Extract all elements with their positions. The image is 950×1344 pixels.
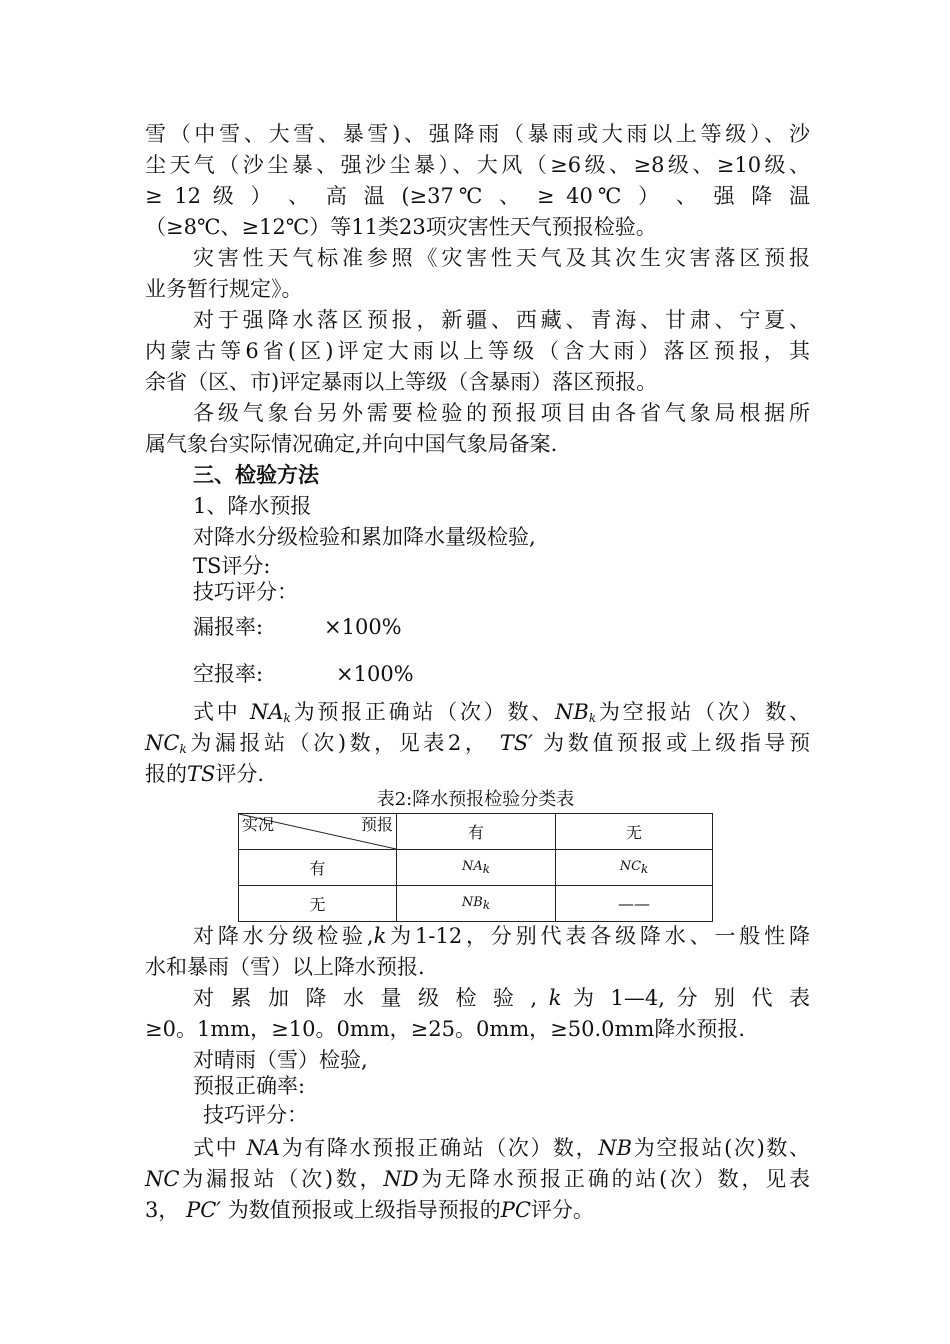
- text-line: [193, 921, 810, 951]
- text: 对 累 加 降 水 量 级 检 验 ,: [193, 986, 538, 1010]
- false-rate-label: 空报率:: [193, 662, 264, 686]
- text: 3，: [145, 1198, 180, 1222]
- col-header-yes: 有: [397, 814, 556, 850]
- var-na: NA: [250, 700, 284, 724]
- accuracy-label: 预报正确率:: [193, 1074, 306, 1098]
- cell-nc: [556, 850, 713, 886]
- var-pc: PC: [500, 1198, 531, 1222]
- var-nc: NC: [145, 1167, 180, 1191]
- text-line: [193, 983, 810, 1013]
- explain-line: [145, 1195, 810, 1225]
- subscript-k: k: [482, 862, 491, 876]
- text: 为漏报站（次)数，: [179, 1167, 384, 1191]
- text: 评分。: [530, 1198, 594, 1222]
- var-nb: NB: [555, 700, 589, 724]
- text-line: 各级气象台另外需要检验的预报项目由各省气象局根据所: [193, 401, 810, 425]
- classification-table: [238, 813, 713, 922]
- text: 报的: [145, 762, 187, 786]
- diagonal-header-cell: [239, 814, 397, 850]
- var-pc-prime: PC′: [186, 1198, 222, 1222]
- text: 对降水分级检验,: [193, 924, 374, 948]
- subscript-k: k: [283, 711, 291, 725]
- text-line: 灾害性天气标准参照《灾害性天气及其次生灾害落区预报: [193, 246, 810, 270]
- explain-line: [145, 728, 810, 758]
- table-header-row: [239, 814, 713, 850]
- miss-rate-line: [193, 612, 810, 642]
- cell-nb: [397, 886, 556, 922]
- table-caption: 表2:降水预报检验分类表: [376, 789, 575, 810]
- var-k: k: [373, 924, 387, 948]
- explain-line: [145, 1164, 810, 1194]
- text: 为空报站(次)数、: [632, 1136, 810, 1160]
- text-line: 雪（中雪、大雪、暴雪)、强降雨（暴雨或大雨以上等级）、沙: [145, 122, 810, 146]
- text-line: 内蒙古等6省(区)评定大雨以上等级（含大雨）落区预报，其: [145, 339, 810, 363]
- text-line: 属气象台实际情况确定,并向中国气象局备案.: [145, 432, 558, 456]
- text-line: 对晴雨（雪）检验,: [193, 1048, 368, 1072]
- miss-rate-percent: ×100%: [324, 615, 402, 639]
- text: 为数值预报或上级指导预: [543, 731, 810, 755]
- var-k: k: [548, 986, 562, 1010]
- cell-empty: ——: [556, 886, 713, 922]
- text: 评分.: [215, 762, 265, 786]
- false-rate-line: [193, 659, 810, 689]
- var-nd: ND: [383, 1167, 419, 1191]
- miss-rate-label: 漏报率:: [193, 615, 264, 639]
- text: 为预报正确站（次）数、: [290, 700, 556, 724]
- subscript-k: k: [482, 898, 491, 912]
- subscript-k: k: [179, 742, 187, 756]
- skill-label: 技巧评分：: [193, 580, 298, 604]
- row-label-yes: 有: [239, 850, 397, 886]
- text: 为 1—4, 分 别 代 表: [573, 986, 810, 1010]
- text-line: （≥8℃、≥12℃）等11类23项灾害性天气预报检验。: [145, 215, 657, 239]
- text-line: ≥0。1mm，≥10。0mm，≥25。0mm，≥50.0mm降水预报.: [145, 1017, 746, 1041]
- text-line: 尘天气（沙尘暴、强沙尘暴）、大风（≥6级、≥8级、≥10级、: [145, 153, 810, 177]
- text-line: 余省（区、市)评定暴雨以上等级（含暴雨）落区预报。: [145, 370, 658, 394]
- text: 为数值预报或上级指导预报的: [227, 1198, 501, 1222]
- text-line: 对于强降水落区预报，新疆、西藏、青海、甘肃、宁夏、: [193, 308, 810, 332]
- explain-line: [193, 1133, 810, 1163]
- col-header-no: 无: [556, 814, 713, 850]
- section-heading: 三、检验方法: [193, 462, 319, 487]
- subscript-k: k: [641, 862, 649, 876]
- header-forecast: 预报: [360, 815, 393, 834]
- header-actual: 实况: [242, 815, 275, 834]
- var-ts: TS: [187, 762, 216, 786]
- var-na: NA: [246, 1136, 281, 1160]
- text: 式中: [193, 1136, 239, 1160]
- text-line: 业务暂行规定》。: [145, 277, 303, 301]
- cell-na: [397, 850, 556, 886]
- false-rate-percent: ×100%: [336, 662, 414, 686]
- table-row: [239, 886, 713, 922]
- explain-line: [145, 759, 810, 789]
- skill-label-2: 技巧评分：: [203, 1103, 308, 1127]
- var-ts-prime: TS′: [499, 731, 533, 755]
- text: 为漏报站（次)数，见表2，: [186, 731, 490, 755]
- text: 为无降水预报正确的站(次）数，见表: [418, 1167, 810, 1191]
- ts-label: TS评分:: [193, 554, 271, 578]
- text: 为有降水预报正确站（次）数，: [280, 1136, 599, 1160]
- text-line: ≥ 12 级 ） 、 高 温 (≥37℃ 、 ≥ 40℃ ） 、 强 降 温: [145, 184, 810, 208]
- explain-line: [193, 697, 810, 727]
- text: 为空报站（次）数、: [596, 700, 811, 724]
- subscript-k: k: [588, 711, 597, 725]
- text-line: 对降水分级检验和累加降水量级检验,: [193, 525, 536, 549]
- text: 式中: [193, 700, 241, 724]
- var-nc: NC: [145, 731, 180, 755]
- text: 为1-12，分别代表各级降水、一般性降: [386, 924, 810, 948]
- cell-text: NC: [619, 859, 642, 874]
- cell-text: NB: [461, 895, 483, 910]
- text-line: 水和暴雨（雪）以上降水预报.: [145, 955, 425, 979]
- cell-text: NA: [461, 859, 483, 874]
- row-label-no: 无: [239, 886, 397, 922]
- subsection-heading: 1、降水预报: [193, 494, 312, 518]
- table-row: [239, 850, 713, 886]
- var-nb: NB: [598, 1136, 633, 1160]
